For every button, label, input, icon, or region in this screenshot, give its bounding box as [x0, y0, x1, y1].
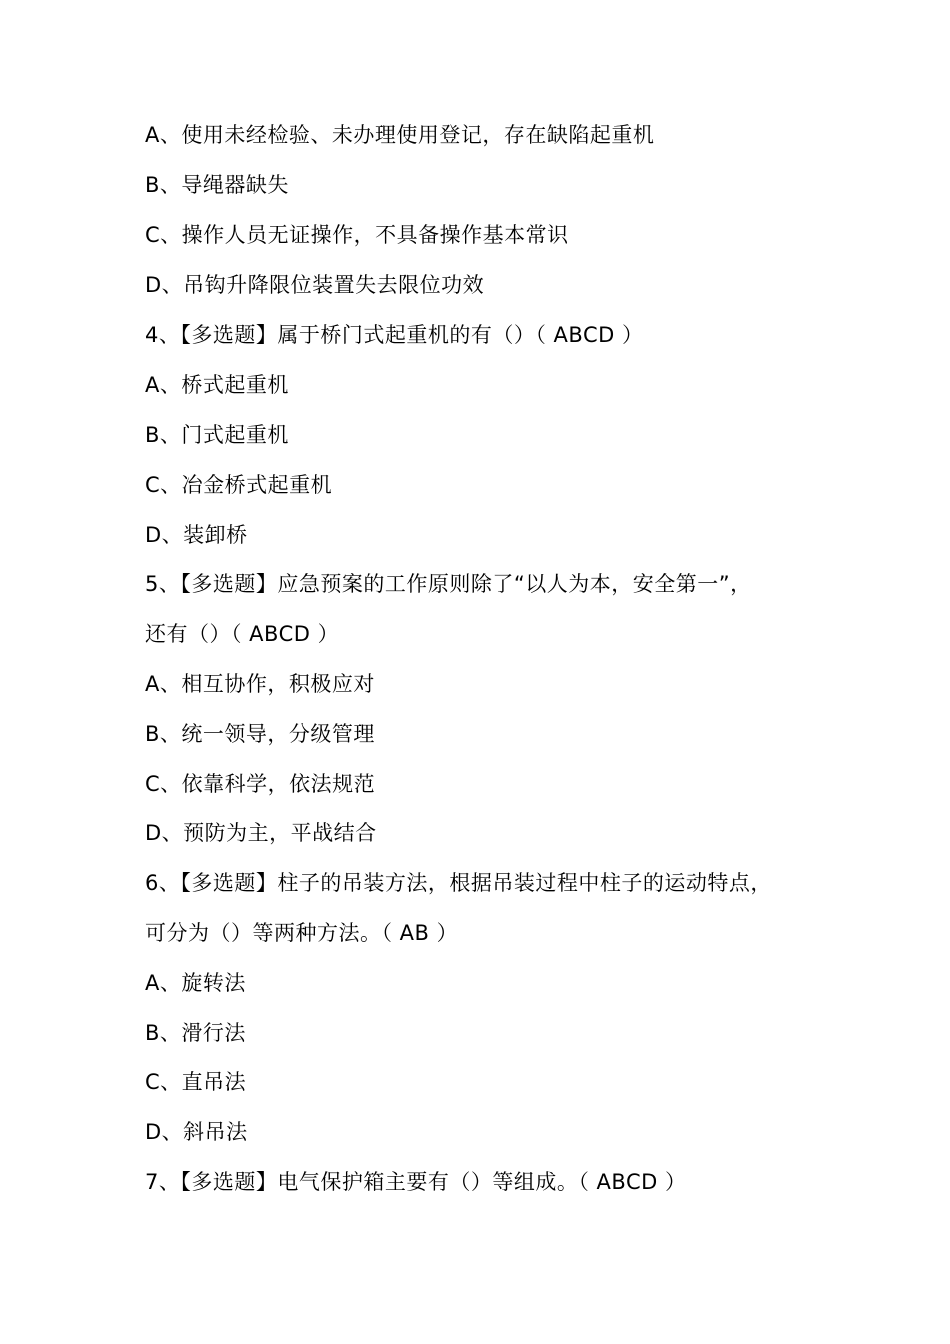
- question-7: 7、【多选题】电气保护箱主要有（）等组成。（ ABCD ）: [145, 1170, 687, 1194]
- option-b-q4: B、门式起重机: [145, 423, 289, 447]
- option-d-q3: D、吊钩升降限位装置失去限位功效: [145, 273, 485, 297]
- option-d-q5: D、预防为主，平战结合: [145, 821, 377, 845]
- option-d-q6: D、斜吊法: [145, 1120, 248, 1144]
- option-c-q6: C、直吊法: [145, 1070, 247, 1094]
- option-a-q3: A、使用未经检验、未办理使用登记，存在缺陷起重机: [145, 123, 655, 147]
- option-d-q4: D、装卸桥: [145, 523, 248, 547]
- question-5-continued: 还有（）（ ABCD ）: [145, 622, 340, 646]
- option-c-q3: C、操作人员无证操作，不具备操作基本常识: [145, 223, 569, 247]
- option-c-q5: C、依靠科学，依法规范: [145, 772, 376, 796]
- option-b-q6: B、滑行法: [145, 1021, 246, 1045]
- option-c-q4: C、冶金桥式起重机: [145, 473, 333, 497]
- question-5: 5、【多选题】应急预案的工作原则除了“以人为本，安全第一”，: [145, 572, 752, 596]
- option-a-q5: A、相互协作，积极应对: [145, 672, 375, 696]
- question-6: 6、【多选题】柱子的吊装方法，根据吊装过程中柱子的运动特点，: [145, 871, 772, 895]
- question-4: 4、【多选题】属于桥门式起重机的有（）（ ABCD ）: [145, 323, 644, 347]
- option-a-q4: A、桥式起重机: [145, 373, 289, 397]
- option-b-q3: B、导绳器缺失: [145, 173, 289, 197]
- option-a-q6: A、旋转法: [145, 971, 246, 995]
- option-b-q5: B、统一领导，分级管理: [145, 722, 375, 746]
- question-6-continued: 可分为（）等两种方法。（ AB ）: [145, 921, 459, 945]
